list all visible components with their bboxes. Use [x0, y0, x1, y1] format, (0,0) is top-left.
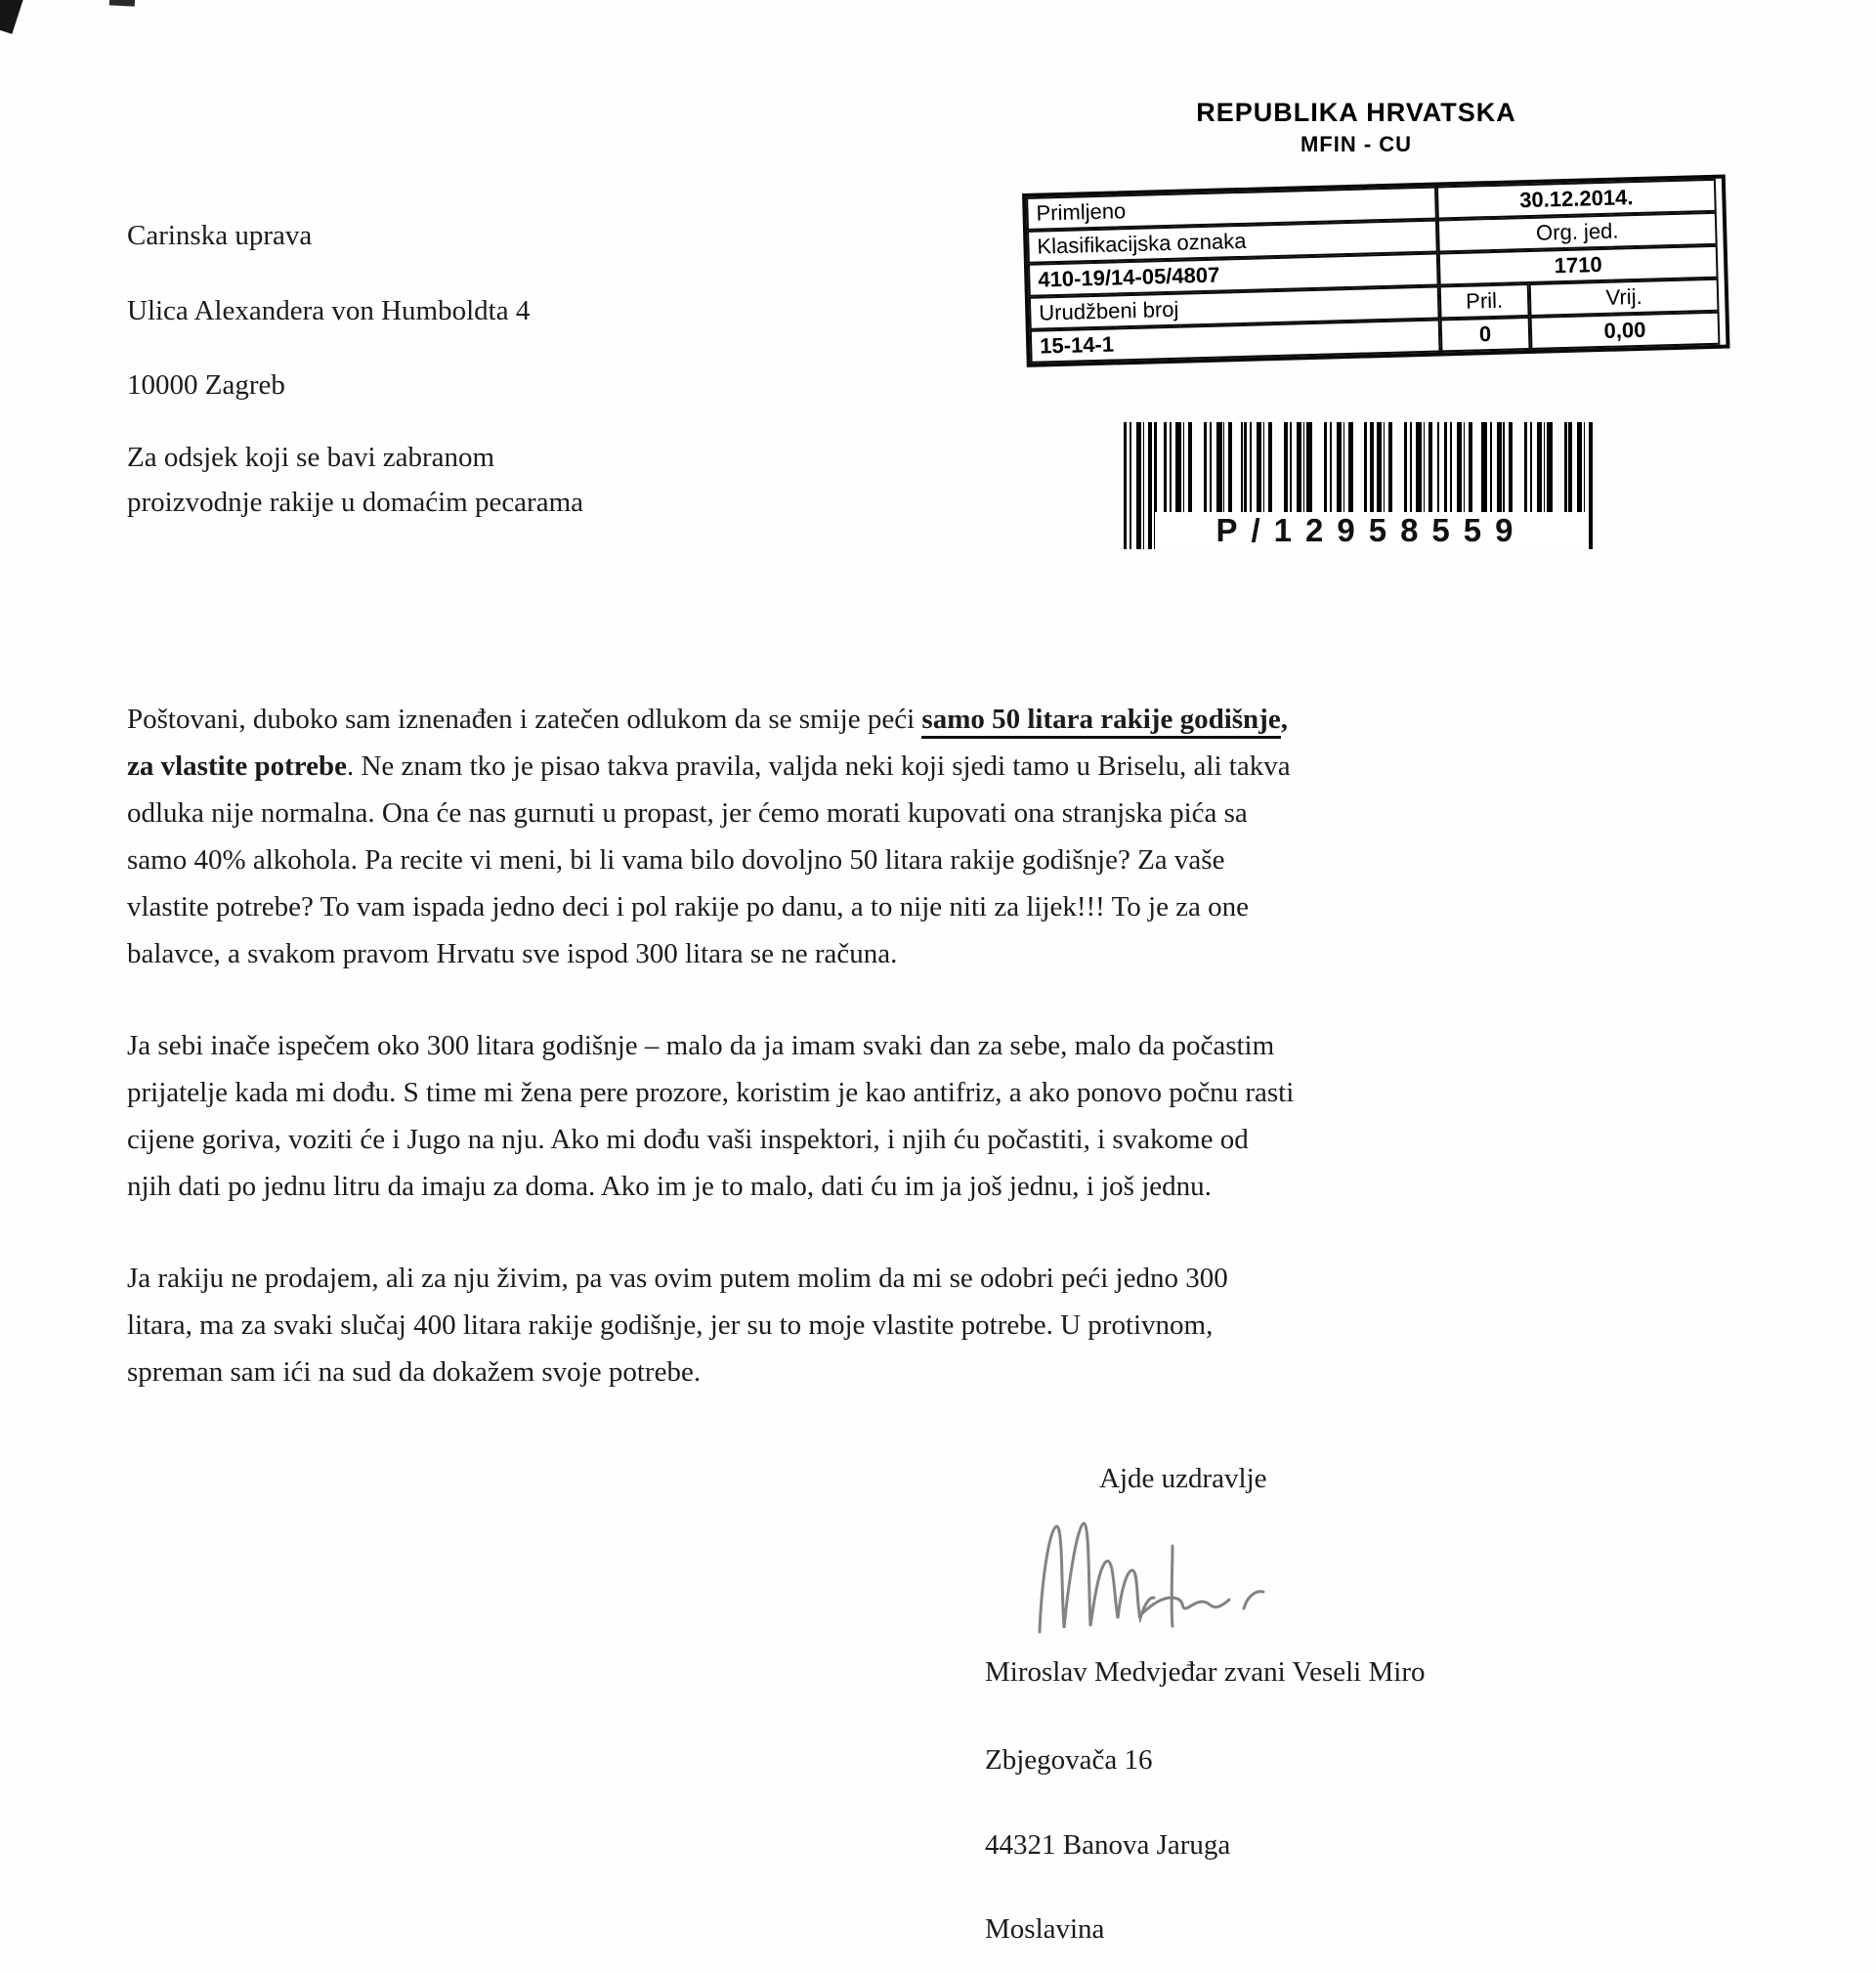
body-line: samo 40% alkohola. Pa recite vi meni, bi li vama bilo dovoljno 50 litara rakije godišnje? Za vaše: [127, 844, 1225, 876]
body-line: cijene goriva, voziti će i Jugo na nju. Ako mi dođu vaši inspektori, i njih ću počastiti, i svakome od: [127, 1124, 1249, 1155]
letter-body: [127, 696, 1456, 1440]
signature: [1024, 1497, 1317, 1644]
stamp-org-label: Org. jed.: [1437, 212, 1718, 253]
body-line: za vlastite potrebe. Ne znam tko je pisao takva pravila, valjda neki koji sjedi tamo u Briselu, ali takva: [127, 751, 1291, 782]
body-line: njih dati po jednu litru da imaju za doma. Ako im je to malo, dati ću im ja još jednu, i još jednu.: [127, 1171, 1212, 1202]
body-line: prijatelje kada mi dođu. S time mi žena pere prozore, koristim je kao antifriz, a ako ponovo počnu rasti: [127, 1077, 1295, 1108]
body-line: spreman sam ići na sud da dokažem svoje potrebe.: [127, 1356, 702, 1388]
stamp-received-label: Primljeno: [1026, 187, 1437, 231]
stamp-office: MFIN - CU: [1300, 132, 1413, 156]
scan-artifact: [0, 0, 25, 34]
recipient-name: Carinska uprava: [127, 220, 313, 251]
closing-salute: Ajde uzdravlje: [1099, 1463, 1267, 1494]
recipient-department-line1: Za odsjek koji se bavi zabranom: [127, 442, 495, 473]
sender-region: Moslavina: [985, 1913, 1105, 1945]
barcode: [1124, 422, 1599, 549]
stamp-org-value: 1710: [1438, 245, 1719, 286]
stamp-pril-value: 0: [1440, 317, 1531, 352]
stamp-country: REPUBLIKA HRVATSKA: [1196, 98, 1516, 127]
stamp-header: [1180, 98, 1532, 157]
body-line: Ja rakiju ne prodajem, ali za nju živim, pa vas ovim putem molim da mi se odobri peći jedno 300: [127, 1263, 1228, 1294]
stamp-vrij-value: 0,00: [1530, 312, 1721, 350]
barcode-text: P/12958559: [1155, 512, 1588, 549]
paragraph: [127, 696, 1456, 977]
stamp-pril-label: Pril.: [1439, 283, 1530, 319]
sender-city: 44321 Banova Jaruga: [985, 1829, 1231, 1861]
body-line: Ja sebi inače ispečem oko 300 litara godišnje – malo da ja imam svaki dan za sebe, malo da počastim: [127, 1030, 1275, 1061]
stamp-table: [1022, 175, 1730, 367]
stamp-registry-value: 15-14-1: [1030, 319, 1441, 363]
body-line: litara, ma za svaki slučaj 400 litara rakije godišnje, jer su to moje vlastite potrebe. U protivnom,: [127, 1309, 1214, 1341]
sender-street: Zbjegovača 16: [985, 1744, 1153, 1776]
body-line: vlastite potrebe? To vam ispada jedno deci i pol rakije po danu, a to nije niti za lijek!!! To je za one: [127, 891, 1250, 922]
body-line: Poštovani, duboko sam iznenađen i zatečen odlukom da se smije peći samo 50 litara rakije godišnje,: [127, 696, 1456, 743]
stamp-received-value: 30.12.2014.: [1436, 179, 1717, 220]
body-line: balavce, a svakom pravom Hrvatu sve ispod 300 litara se ne računa.: [127, 938, 898, 969]
scan-artifact: [109, 0, 135, 7]
stamp-vrij-label: Vrij.: [1529, 279, 1720, 317]
body-line: odluka nije normalna. Ona će nas gurnuti u propast, jer ćemo morati kupovati ona stranjska pića sa: [127, 797, 1248, 829]
paragraph: [127, 1255, 1456, 1395]
stamp-class-value: 410-19/14-05/4807: [1028, 253, 1439, 297]
stamp-class-label: Klasifikacijska oznaka: [1027, 220, 1438, 264]
recipient-department-line2: proizvodnje rakije u domaćim pecarama: [127, 487, 584, 518]
stamp-registry-label: Urudžbeni broj: [1029, 285, 1440, 329]
recipient-street: Ulica Alexandera von Humboldta 4: [127, 295, 531, 326]
paragraph: [127, 1022, 1456, 1210]
recipient-city: 10000 Zagreb: [127, 369, 285, 401]
sender-name: Miroslav Medvjeđar zvani Veseli Miro: [985, 1656, 1426, 1688]
